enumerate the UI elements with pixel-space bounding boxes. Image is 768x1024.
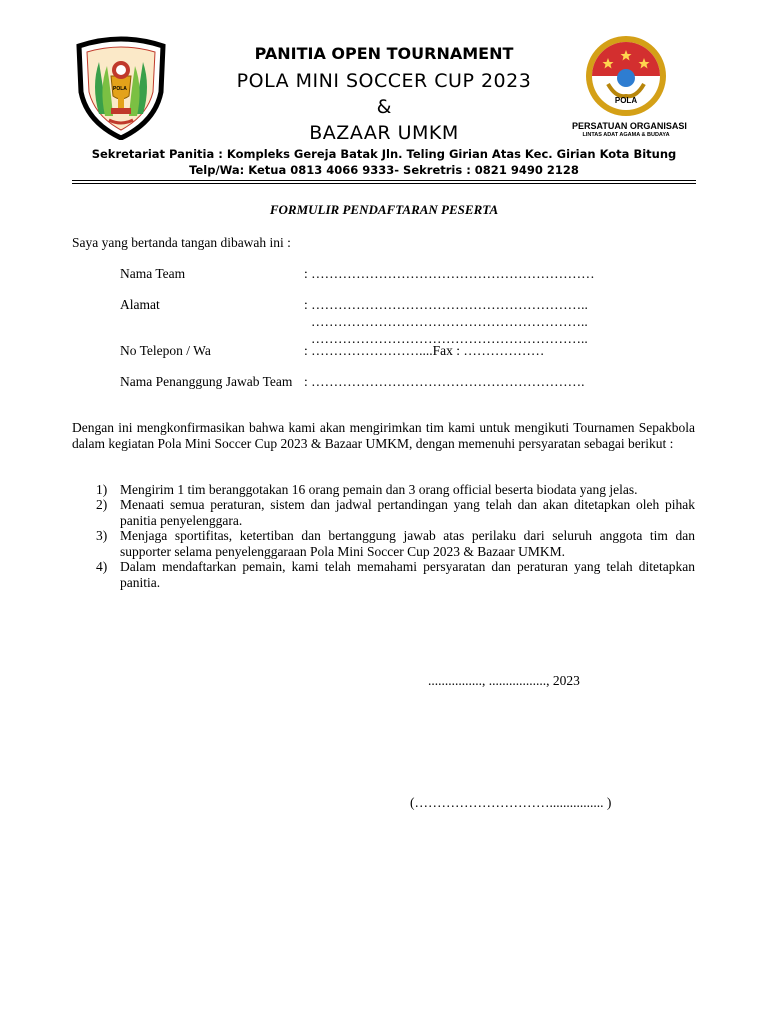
bazaar-heading: BAZAAR UMKM [309, 122, 459, 144]
left-logo-text: POLA [113, 86, 127, 92]
right-logo-tagline: LINTAS ADAT AGAMA & BUDAYA [582, 132, 670, 138]
event-name-heading: POLA MINI SOCCER CUP 2023 [236, 70, 532, 92]
requirement-item: Mengirim 1 tim beranggotakan 16 orang pemain dan 3 orang official beserta biodata yang jelas. [120, 482, 638, 497]
contact-phone: Telp/Wa: Ketua 0813 4066 9333- Sekretris : 0821 9490 2128 [189, 163, 579, 177]
date-line[interactable]: ................, ................., 2023 [428, 673, 580, 688]
header-divider-top [72, 180, 696, 181]
phone-fax-field[interactable]: : ……………………....Fax : ……………… [304, 343, 545, 358]
address-label: Alamat [120, 297, 160, 312]
address-field-line-2[interactable]: …………………………………………………….. [311, 314, 588, 329]
requirement-number: 4) [96, 559, 108, 574]
requirement-number: 2) [96, 497, 108, 512]
secretariat-address: Sekretariat Panitia : Kompleks Gereja Batak Jln. Teling Girian Atas Kec. Girian Kota Bitung [91, 147, 677, 161]
intro-text: Saya yang bertanda tangan dibawah ini : [72, 235, 291, 250]
person-in-charge-label: Nama Penanggung Jawab Team [120, 374, 293, 389]
confirmation-statement: Dengan ini mengkonfirmasikan bahwa kami akan mengirimkan tim kami untuk mengikuti Tournamen Sepakbola dalam kegiatan Pola Mini Soccer Cup 2023 & Bazaar UMKM, dengan memenuhi persyaratan sebagai berikut : [72, 420, 695, 451]
team-name-label: Nama Team [120, 266, 186, 281]
person-in-charge-field[interactable]: : ……………………………………………………. [304, 374, 585, 389]
right-logo-seal-text: POLA [614, 96, 638, 105]
ampersand-heading: & [376, 96, 392, 118]
header-divider-bottom [72, 183, 696, 184]
address-field-line-1[interactable]: : …………………………………………………….. [304, 297, 588, 312]
signature-line[interactable]: (…………………………................ ) [410, 795, 612, 810]
right-logo-org-name: PERSATUAN ORGANISASI [572, 121, 687, 131]
requirement-item: Menaati semua peraturan, sistem dan jadwal pertandingan yang telah dan akan ditetapkan oleh pihak panitia penyelenggara. [120, 497, 695, 528]
requirement-item: Menjaga sportifitas, ketertiban dan bertanggung jawab atas perilaku dari seluruh anggota tim dan supporter selama penyelenggaraan Pola Mini Soccer Cup 2023 & Bazaar UMKM. [120, 528, 695, 559]
team-name-field[interactable]: : ……………………………………………………… [304, 266, 595, 281]
requirement-item: Dalam mendaftarkan pemain, kami telah memahami persyaratan dan peraturan yang telah ditetapkan panitia. [120, 559, 695, 590]
organizer-heading: PANITIA OPEN TOURNAMENT [254, 44, 514, 63]
form-title: FORMULIR PENDAFTARAN PESERTA [269, 202, 499, 217]
requirement-number: 1) [96, 482, 108, 497]
address-field-line-3[interactable]: …………………………………………………….. [311, 331, 588, 346]
phone-label: No Telepon / Wa [120, 343, 211, 358]
requirement-number: 3) [96, 528, 108, 543]
